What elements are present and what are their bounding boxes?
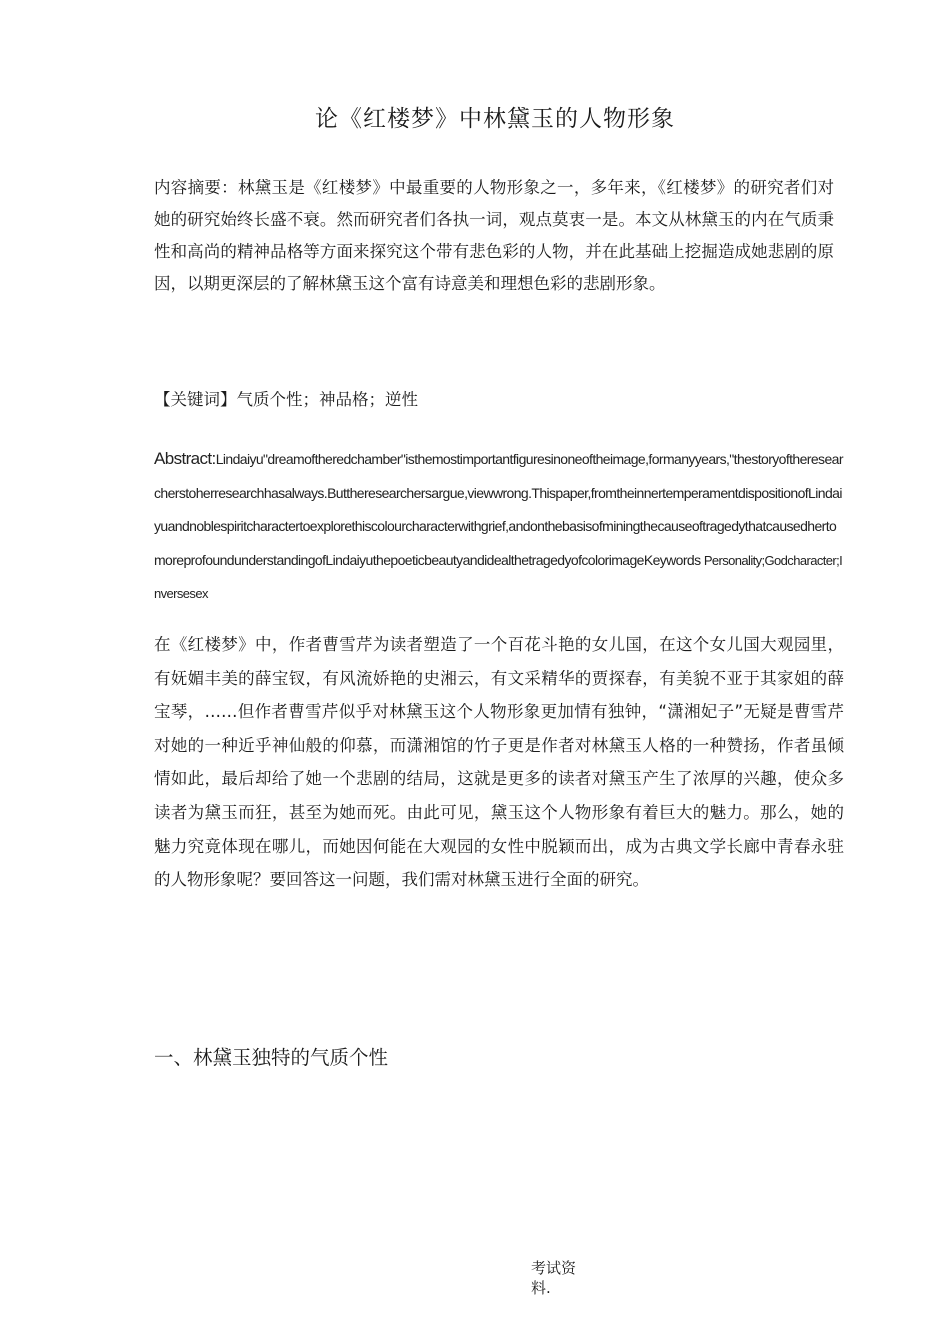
footer-note: 考试资料. bbox=[531, 1259, 577, 1297]
chinese-abstract: 内容摘要：林黛玉是《红楼梦》中最重要的人物形象之一，多年来，《红楼梦》的研究者们对她的研究始终长盛不衰。然而研究者们各执一词，观点莫衷一是。本文从林黛玉的内在气质秉性和高尚的精神品格等方面来探究这个带有悲色彩的人物，并在此基础上挖掘造成她悲剧的原因，以期更深层的了解林黛玉这个富有诗意美和理想色彩的悲剧形象。 bbox=[154, 178, 834, 293]
english-abstract-label: Abstract: bbox=[154, 449, 216, 468]
introduction-paragraph: 在《红楼梦》中，作者曹雪芹为读者塑造了一个百花斗艳的女儿国，在这个女儿国大观园里，有妩媚丰美的薛宝钗，有风流娇艳的史湘云，有文采精华的贾探春，有美貌不亚于其家姐的薛宝琴，……但作者曹雪芹似乎对林黛玉这个人物形象更加情有独钟，“潇湘妃子”无疑是曹雪芹对她的一种近乎神仙般的仰慕，而潇湘馆的竹子更是作者对林黛玉人格的一种赞扬，作者虽倾情如此，最后却给了她一个悲剧的结局，这就是更多的读者对黛玉产生了浓厚的兴趣，使众多读者为黛玉而狂，甚至为她而死。由此可见，黛玉这个人物形象有着巨大的魅力。那么，她的魅力究竟体现在哪儿，而她因何能在大观园的女性中脱颖而出，成为古典文学长廊中青春永驻的人物形象呢？要回答这一问题，我们需对林黛玉进行全面的研究。 bbox=[154, 635, 844, 890]
document-title: 论《红楼梦》中林黛玉的人物形象 bbox=[315, 106, 675, 132]
chinese-keywords: 【关键词】气质个性；神品格；逆性 bbox=[154, 390, 418, 409]
section-heading: 一、林黛玉独特的气质个性 bbox=[154, 1046, 389, 1069]
english-keywords: Personality;Godcharacter;Inversesex bbox=[154, 552, 843, 601]
english-abstract bbox=[154, 442, 844, 611]
english-abstract-body: Lindaiyu"dreamoftheredchamber"isthemostimportantfiguresinoneoftheimage,formanyyears,"thestoryoftheresearcherstoherresearchhasalways.Buttheresearchersargue,viewwrong.Thispaper,fromtheinnertemperamentdispositionofLindaiyuandnoblespiritcharactertoexplorethiscolourcharacterwithgrief,andonthebasisofminingthecauseoftragedythatcausedhertomoreprofoundunderstandingofLindaiyuthepoeticbeautyandidealthetragedyofcolorimageKeywords bbox=[154, 451, 843, 568]
